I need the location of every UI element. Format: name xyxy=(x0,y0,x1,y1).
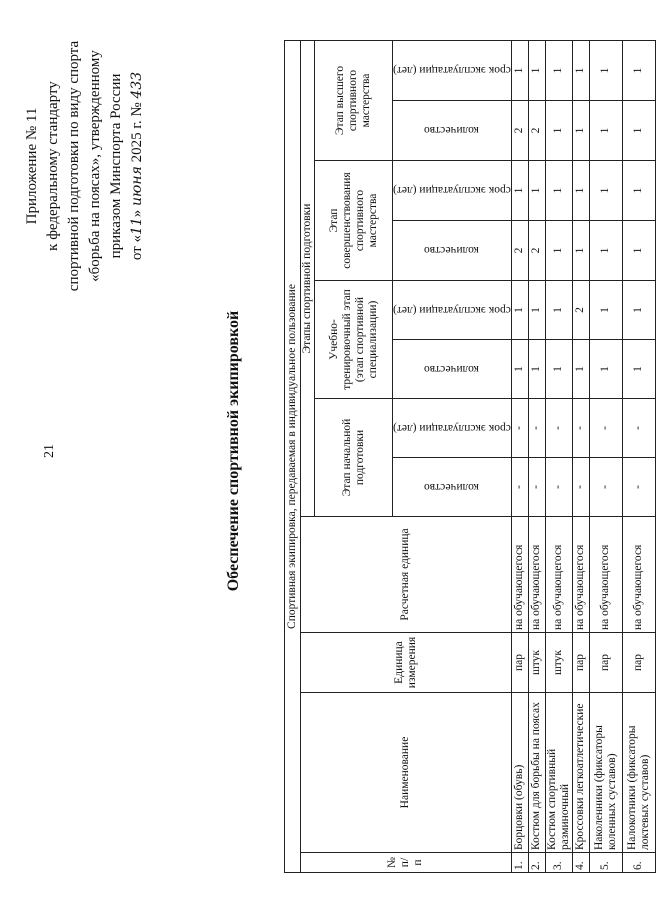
group-header: Спортивная экипировка, передаваемая в индивидуальное пользование xyxy=(285,40,301,872)
subheader-cell xyxy=(393,399,512,458)
header-stages: Этапы спортивной подготовки xyxy=(301,40,315,516)
row-cell: на обучающегося xyxy=(528,517,545,633)
row-value: 1 xyxy=(511,40,528,100)
appendix-line: приказом Минспорта России xyxy=(108,73,124,259)
row-value: 2 xyxy=(511,101,528,161)
subheader-cell xyxy=(393,340,512,399)
header-name: Наименование xyxy=(301,693,512,853)
row-cell: пар xyxy=(589,633,622,693)
row-value: 1 xyxy=(572,161,589,221)
row-cell: 2. xyxy=(528,853,545,873)
row-cell: 1. xyxy=(511,853,528,873)
row-value: - xyxy=(589,458,622,517)
row-value: 1 xyxy=(528,161,545,221)
row-value: 1 xyxy=(572,101,589,161)
row-cell: штук xyxy=(528,633,545,693)
header-num: № п/п xyxy=(301,853,512,873)
row-value: 1 xyxy=(511,161,528,221)
row-cell: 5. xyxy=(589,853,622,873)
appendix-line: к федеральному стандарту xyxy=(45,81,61,251)
row-value: 1 xyxy=(622,161,655,221)
table-row xyxy=(589,40,622,872)
subheader-cell xyxy=(393,281,512,340)
row-name: Костюм спортивный разминочный xyxy=(545,693,572,853)
row-name: Кроссовки легкоатлетические xyxy=(572,693,589,853)
stage-header: Этап совершенствования спортивного мастерства xyxy=(315,161,393,281)
header-unit: Единица измерения xyxy=(301,633,512,693)
page-number: 21 xyxy=(42,444,57,458)
row-value: 2 xyxy=(528,221,545,281)
row-name: Костюм для борьбы на поясах xyxy=(528,693,545,853)
row-value: - xyxy=(622,458,655,517)
row-value: 1 xyxy=(622,40,655,100)
row-value: 1 xyxy=(589,101,622,161)
row-value: 1 xyxy=(622,281,655,340)
subheader-label: срок эксплуатации (лет) xyxy=(393,64,511,77)
row-cell: на обучающегося xyxy=(545,517,572,633)
row-value: - xyxy=(572,399,589,458)
handwritten-month: июня xyxy=(129,166,145,206)
row-value: 1 xyxy=(545,340,572,399)
row-cell: 4. xyxy=(572,853,589,873)
row-cell: на обучающегося xyxy=(589,517,622,633)
subheader-cell xyxy=(393,40,512,100)
document-title: Обеспечение спортивной экипировкой xyxy=(225,310,242,592)
row-value: 1 xyxy=(528,340,545,399)
row-value: 1 xyxy=(589,161,622,221)
row-value: 2 xyxy=(528,101,545,161)
row-value: 1 xyxy=(545,101,572,161)
appendix-block xyxy=(22,21,148,311)
row-cell: штук xyxy=(545,633,572,693)
row-value: - xyxy=(622,399,655,458)
row-value: 1 xyxy=(589,281,622,340)
row-value: 1 xyxy=(511,340,528,399)
subheader-cell xyxy=(393,161,512,221)
stage-header: Этап высшего спортивного мастерства xyxy=(315,40,393,160)
row-value: 1 xyxy=(572,221,589,281)
row-value: - xyxy=(589,399,622,458)
subheader-label: количество xyxy=(424,481,480,493)
row-value: 1 xyxy=(622,340,655,399)
row-name: Наколенники (фиксаторы коленных суставов) xyxy=(589,693,622,853)
subheader-label: количество xyxy=(424,124,480,137)
row-cell: 6. xyxy=(622,853,655,873)
appendix-line: спортивной подготовки по виду спорта xyxy=(66,40,82,292)
handwritten-day: 11 xyxy=(129,217,145,236)
table-row xyxy=(528,40,545,872)
row-value: - xyxy=(528,399,545,458)
table-row xyxy=(572,40,589,872)
row-cell: на обучающегося xyxy=(622,517,655,633)
row-value: 1 xyxy=(622,221,655,281)
row-cell: пар xyxy=(572,633,589,693)
equipment-table xyxy=(284,40,656,873)
appendix-line: «борьба на поясах», утвержденному xyxy=(87,50,103,282)
row-cell: пар xyxy=(511,633,528,693)
row-name: Борцовки (обувь) xyxy=(511,693,528,853)
row-value: 1 xyxy=(589,40,622,100)
row-value: 1 xyxy=(545,221,572,281)
row-value: 1 xyxy=(511,281,528,340)
row-value: 2 xyxy=(511,221,528,281)
row-value: 2 xyxy=(572,281,589,340)
subheader-label: срок эксплуатации (лет) xyxy=(393,304,511,316)
row-cell: на обучающегося xyxy=(572,517,589,633)
appendix-line: Приложение № 11 xyxy=(24,107,40,225)
row-value: 1 xyxy=(545,40,572,100)
stage-header: Учебно-тренировочный этап (этап спортивной специализации) xyxy=(315,281,393,399)
row-cell: 3. xyxy=(545,853,572,873)
table-row xyxy=(511,40,528,872)
subheader-cell xyxy=(393,458,512,517)
row-cell: на обучающегося xyxy=(511,517,528,633)
row-value: 1 xyxy=(528,40,545,100)
row-value: 1 xyxy=(572,40,589,100)
rotated-content xyxy=(20,21,651,881)
appendix-date-line: от «11» июня 2025 г. № 433 xyxy=(129,71,145,261)
subheader-cell xyxy=(393,221,512,281)
row-name: Налокотники (фиксаторы локтевых суставов) xyxy=(622,693,655,853)
subheader-label: срок эксплуатации (лет) xyxy=(393,184,511,197)
row-cell: пар xyxy=(622,633,655,693)
header-calc: Расчетная единица xyxy=(301,517,512,633)
table-body xyxy=(511,40,655,872)
row-value: 1 xyxy=(545,281,572,340)
row-value: 1 xyxy=(545,161,572,221)
row-value: 1 xyxy=(622,101,655,161)
stage-header: Этап начальной подготовки xyxy=(315,399,393,517)
row-value: - xyxy=(511,399,528,458)
row-value: - xyxy=(572,458,589,517)
row-value: 1 xyxy=(589,340,622,399)
handwritten-number: 433 xyxy=(129,71,145,99)
row-value: 1 xyxy=(589,221,622,281)
row-value: - xyxy=(528,458,545,517)
row-value: 1 xyxy=(528,281,545,340)
subheader-cell xyxy=(393,101,512,161)
subheader-label: количество xyxy=(424,244,480,257)
row-value: - xyxy=(511,458,528,517)
table-row xyxy=(622,40,655,872)
table-row xyxy=(545,40,572,872)
subheader-label: срок эксплуатации (лет) xyxy=(393,422,511,434)
row-value: 1 xyxy=(572,340,589,399)
row-value: - xyxy=(545,399,572,458)
row-value: - xyxy=(545,458,572,517)
subheader-label: количество xyxy=(424,363,480,375)
